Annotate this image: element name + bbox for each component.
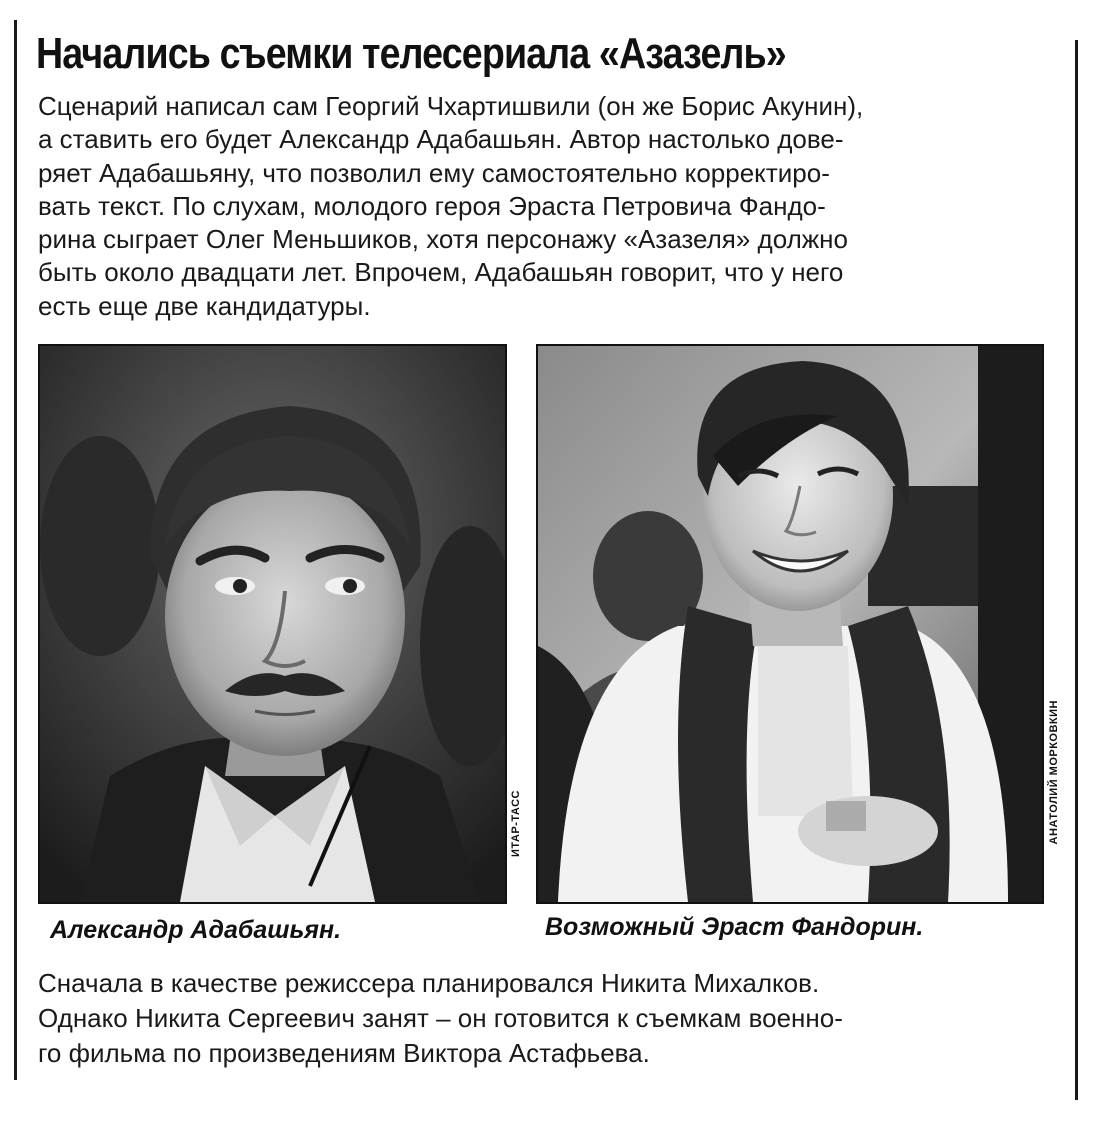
lede-line: рина сыграет Олег Меньшиков, хотя персонажу «Азазеля» должно xyxy=(38,224,848,255)
body-line: Сначала в качестве режиссера планировался Никита Михалков. xyxy=(38,968,820,998)
photo-adabashyan-image xyxy=(40,346,505,902)
column-rule-left xyxy=(14,20,17,1080)
photo-credit-left: ИТАР-ТАСС xyxy=(510,790,522,857)
article-headline: Начались съемки телесериала «Азазель» xyxy=(36,29,786,78)
photo-caption-right: Возможный Эраст Фандорин. xyxy=(545,913,924,941)
photo-adabashyan xyxy=(38,344,507,904)
column-rule-right xyxy=(1075,40,1078,1100)
photo-fandorin xyxy=(536,344,1044,904)
lede-line: быть около двадцати лет. Впрочем, Адабашьян говорит, что у него xyxy=(38,257,844,288)
lede-line: Сценарий написал сам Георгий Чхартишвили (он же Борис Акунин), xyxy=(38,91,864,121)
article-body xyxy=(38,966,1053,1071)
lede-line: есть еще две кандидатуры. xyxy=(38,290,371,321)
photo-caption-left: Александр Адабашьян. xyxy=(50,916,342,944)
lede-line: вать текст. По слухам, молодого героя Эраста Петровича Фандо- xyxy=(38,190,826,221)
body-line: Однако Никита Сергеевич занят – он готовится к съемкам военно- xyxy=(38,1003,843,1033)
article-lede xyxy=(38,90,1048,323)
photo-credit-right: АНАТОЛИЙ МОРКОВКИН xyxy=(1048,700,1060,845)
body-line: го фильма по произведениям Виктора Астафьева. xyxy=(38,1038,650,1068)
lede-line: ряет Адабашьяну, что позволил ему самостоятельно корректиро- xyxy=(38,157,830,188)
lede-line: а ставить его будет Александр Адабашьян. Автор настолько дове- xyxy=(38,124,844,155)
photo-fandorin-image xyxy=(538,346,1042,902)
